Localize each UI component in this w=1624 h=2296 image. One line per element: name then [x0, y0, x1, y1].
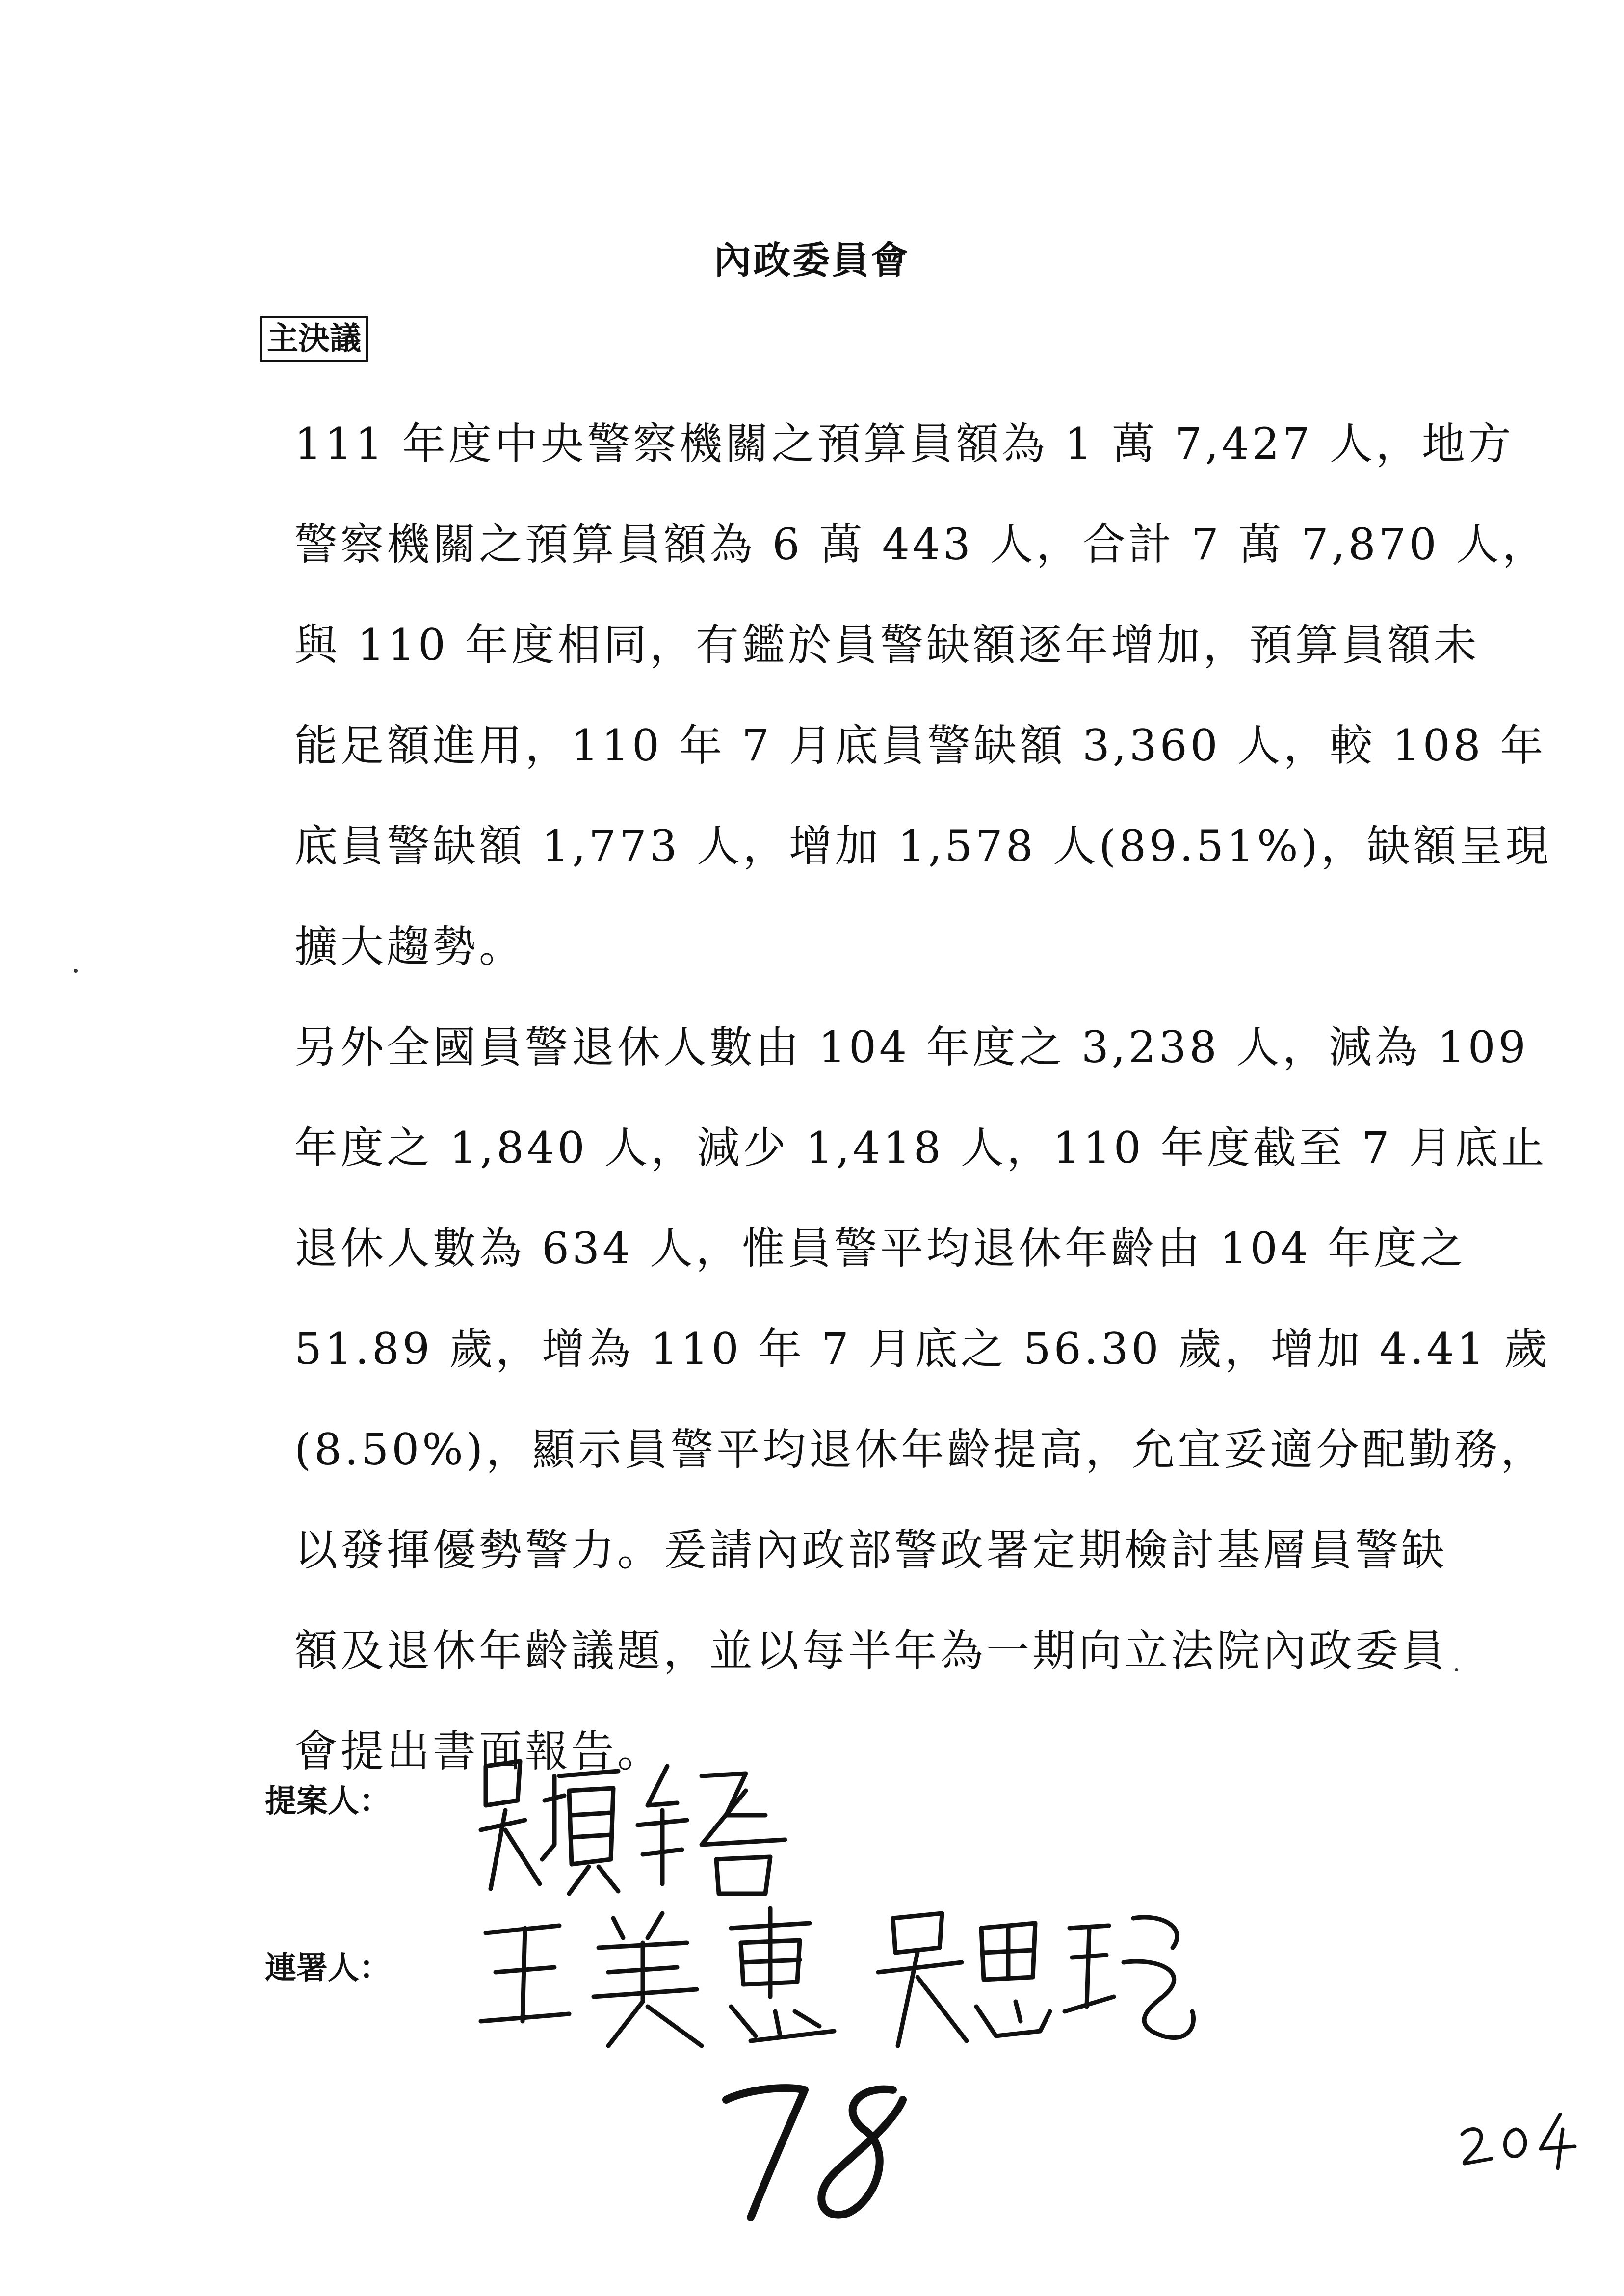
- section-label: 主決議: [260, 316, 368, 362]
- body-line: 底員警缺額 1,773 人，增加 1,578 人(89.51%)，缺額呈現: [294, 821, 1551, 871]
- stray-mark: [1455, 1668, 1458, 1671]
- cosigner-signatures: [476, 1899, 1202, 2056]
- handwritten-number: [716, 2070, 932, 2227]
- stray-mark: [74, 969, 78, 973]
- body-line: 以發揮優勢警力。爰請內政部警政署定期檢討基層員警缺: [294, 1525, 1448, 1575]
- proposer-signature: [471, 1747, 824, 1904]
- body-line: 會提出書面報告。: [294, 1726, 664, 1776]
- page-title: 內政委員會: [714, 238, 910, 282]
- proposer-label: 提案人：: [265, 1783, 391, 1820]
- body-line: (8.50%)，顯示員警平均退休年齡提高，允宜妥適分配勤務，: [294, 1424, 1547, 1475]
- body-line: 111 年度中央警察機關之預算員額為 1 萬 7,427 人，地方: [294, 418, 1514, 469]
- body-line: 警察機關之預算員額為 6 萬 443 人，合計 7 萬 7,870 人，: [294, 519, 1548, 570]
- body-line: 年度之 1,840 人，減少 1,418 人，110 年度截至 7 月底止: [294, 1122, 1547, 1173]
- body-line: 能足額進用，110 年 7 月底員警缺額 3,360 人，較 108 年: [294, 720, 1546, 771]
- body-line: 51.89 歲，增為 110 年 7 月底之 56.30 歲，增加 4.41 歲: [294, 1324, 1550, 1374]
- cosigner-label: 連署人：: [265, 1950, 391, 1986]
- body-line: 額及退休年齡議題，並以每半年為一期向立法院內政委員: [294, 1625, 1448, 1676]
- body-line: 另外全國員警退休人數由 104 年度之 3,238 人，減為 109: [294, 1022, 1529, 1072]
- body-line: 與 110 年度相同，有鑑於員警缺額逐年增加，預算員額未: [294, 620, 1480, 670]
- body-line: 擴大趨勢。: [294, 921, 525, 972]
- body-line: 退休人數為 634 人，惟員警平均退休年齡由 104 年度之: [294, 1223, 1466, 1274]
- resolution-body: [294, 417, 1551, 1825]
- handwritten-page-number: [1452, 2105, 1590, 2173]
